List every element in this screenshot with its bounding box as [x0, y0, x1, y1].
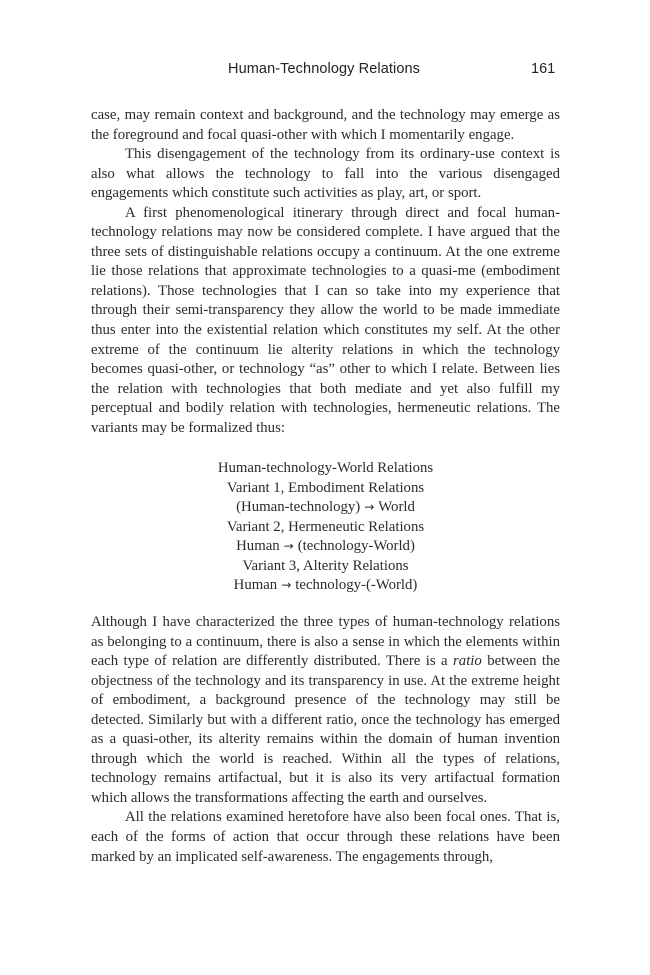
paragraph-continuum	[91, 613, 560, 808]
variant-2-left: Human	[236, 538, 280, 555]
variant-1-label: Variant 1, Embodiment Relations	[226, 479, 425, 496]
paragraph-focal: All the relations examined heretofore have also been focal ones. That is, each of the forms of action that occur through these relations have been marked by an implicated self-awareness. The engagements through,	[91, 809, 560, 865]
page-number: 161	[531, 61, 556, 77]
variant-2-label: Variant 2, Hermeneutic Relations	[226, 518, 425, 535]
variant-1-left: (Human-technology)	[236, 499, 361, 516]
arrow-right-icon: →	[281, 578, 292, 593]
paragraph-continuation: case, may remain context and background, and the technology may emerge as the foreground and focal quasi-other with which I momentarily engage.	[91, 107, 560, 143]
relations-formula	[91, 459, 560, 596]
variant-1-schema	[91, 498, 560, 518]
variant-1-right: World	[378, 499, 415, 516]
arrow-right-icon: →	[283, 539, 294, 554]
variant-3-right: technology-(-World)	[295, 577, 418, 594]
variant-2-right: (technology-World)	[297, 538, 415, 555]
variant-3-label: Variant 3, Alterity Relations	[242, 557, 409, 574]
paragraph-continuum-italic: ratio	[453, 653, 482, 670]
body-text-top	[91, 106, 560, 438]
formula-title: Human-technology-World Relations	[217, 460, 434, 476]
running-head	[0, 61, 650, 83]
paragraph-disengagement: This disengagement of the technology from its ordinary-use context is also what allows the technology to fall into the various disengaged engagements which constitute such activities as play, art, or sport.	[91, 146, 560, 202]
paragraph-continuum-before: Although I have characterized the three types of human-technology relations as belonging to a continuum, there is also a sense in which the elements within each type of relation are differently distributed. There is a	[91, 614, 560, 670]
body-text-bottom	[91, 613, 560, 867]
paragraph-continuum-after: between the objectness of the technology and its transparency in use. At the extreme height of embodiment, a background presence of the technology may still be detected. Similarly but with a different ratio, once the technology has emerged as a quasi-other, its alterity remains within the domain of human invention through which the world is reached. Within all the types of relations, technology remains artifactual, but it is also its very artifactual formation which allows the transformations affecting the earth and ourselves.	[91, 653, 560, 806]
variant-2-schema	[91, 537, 560, 557]
paragraph-itinerary: A first phenomenological itinerary through direct and focal human-technology relations may now be considered complete. I have argued that the three sets of distinguishable relations occupy a continuum. At the one extreme lie those relations that approximate technologies to a quasi-me (embodiment relations). Those technologies that I can so take into my experience that through their semi-transparency they allow the world to be made immediate thus enter into the existential relation which constitutes my self. At the other extreme of the continuum lie alterity relations in which the technology becomes quasi-other, or technology “as” other to which I relate. Between lies the relation with technologies that both mediate and yet also fulfill my perceptual and bodily relation with technologies, hermeneutic relations. The variants may be formalized thus:	[91, 204, 560, 436]
running-title: Human-Technology Relations	[228, 61, 421, 77]
variant-3-left: Human	[233, 577, 278, 594]
arrow-right-icon: →	[364, 500, 375, 515]
variant-3-schema	[91, 576, 560, 596]
